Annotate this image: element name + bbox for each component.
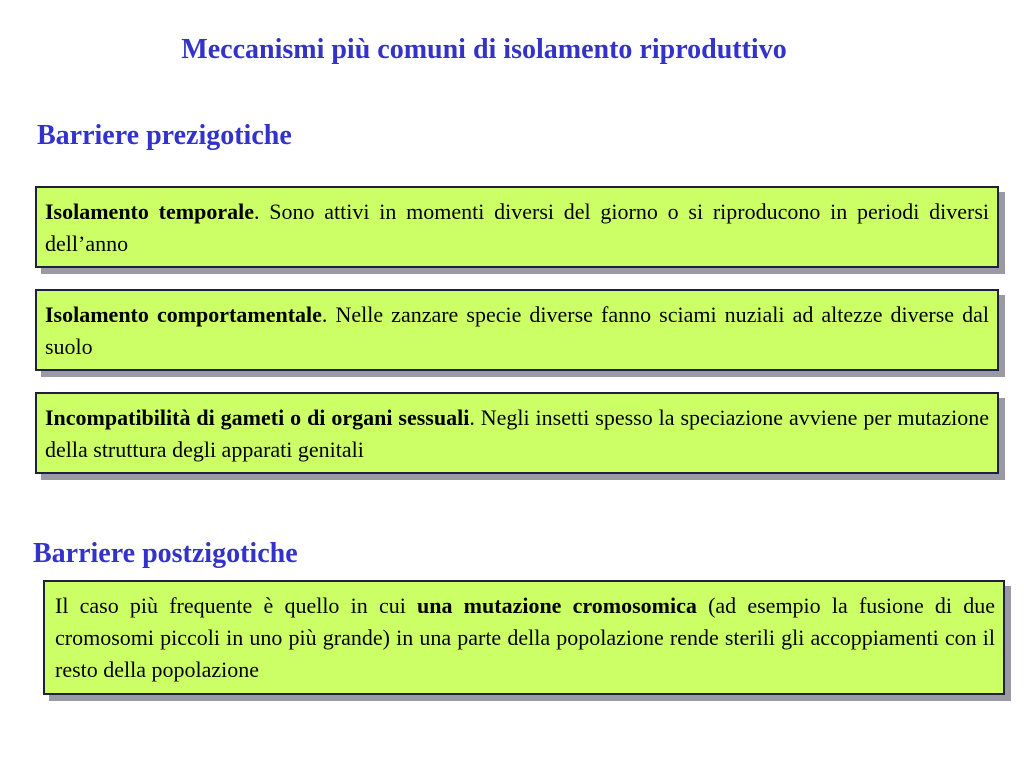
box-term: Isolamento comportamentale <box>45 302 322 327</box>
box-term: Incompatibilità di gameti o di organi sessuali <box>45 405 470 430</box>
box-text: . Sono attivi in momenti diversi del giorno o si riproducono in periodi diversi dell’anno <box>45 199 989 256</box>
box-text: . Nelle zanzare specie diverse fanno sciami nuziali ad altezze diverse dal suolo <box>45 302 989 359</box>
prezygotic-heading: Barriere prezigotiche <box>37 120 292 151</box>
chromosomal-mutation-box <box>43 580 1005 695</box>
gamete-incompatibility-box <box>35 392 999 474</box>
slide-title: Meccanismi più comuni di isolamento riproduttivo <box>181 34 787 65</box>
box-term: una mutazione cromosomica <box>417 593 697 618</box>
behavioral-isolation-box <box>35 289 999 371</box>
box-text: . Negli insetti spesso la speciazione avviene per mutazione della struttura degli apparati genitali <box>45 405 989 462</box>
box-text-before: Il caso più frequente è quello in cui <box>55 593 418 618</box>
postzygotic-heading: Barriere postzigotiche <box>33 538 298 569</box>
box-text-after: (ad esempio la fusione di due cromosomi piccoli in uno più grande) in una parte della popolazione rende sterili gli accoppiamenti con il resto della popolazione <box>55 593 995 682</box>
box-term: Isolamento temporale <box>45 199 254 224</box>
temporal-isolation-box <box>35 186 999 268</box>
